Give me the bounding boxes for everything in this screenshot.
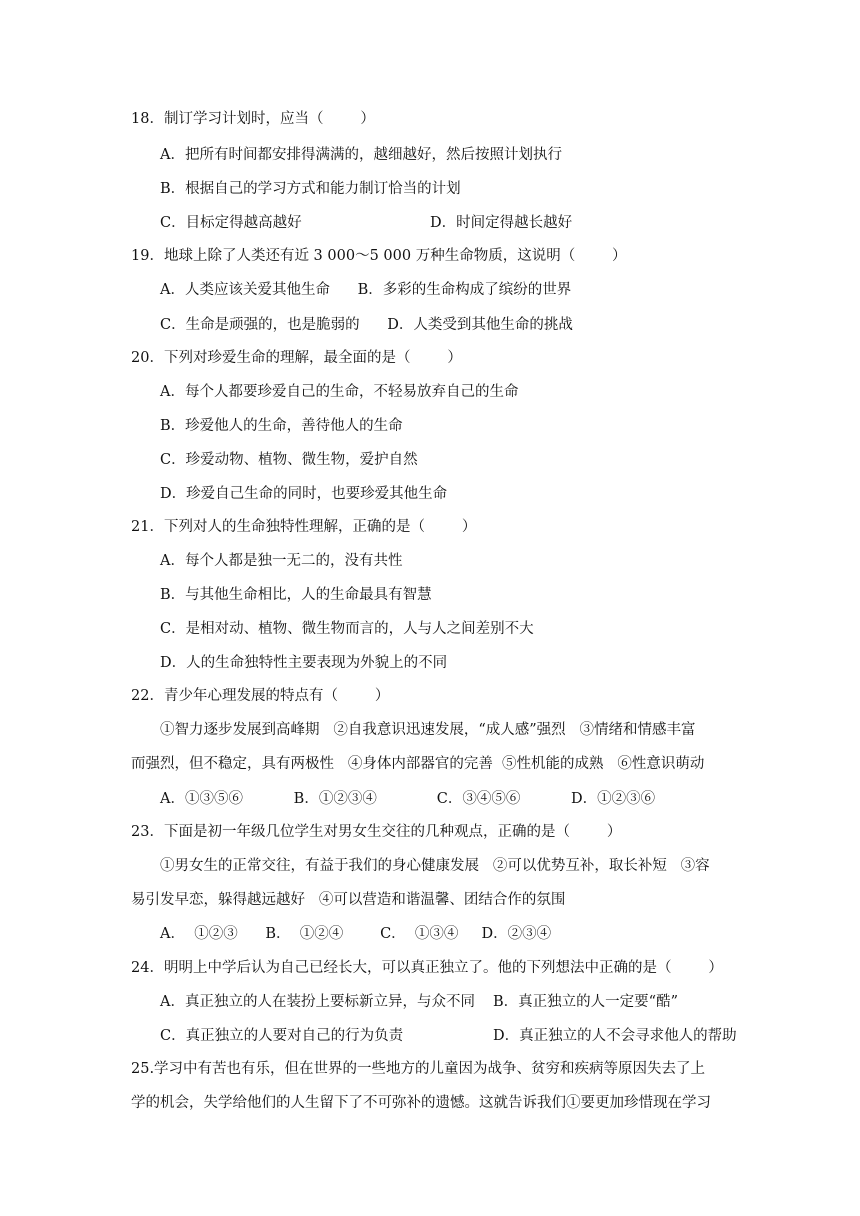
q19-options-cd: C．生命是顽强的，也是脆弱的 D．人类受到其他生命的挑战 bbox=[160, 317, 573, 333]
q21-option-a: A．每个人都是独一无二的，没有共性 bbox=[160, 553, 403, 569]
q19-options-ab: A．人类应该关爱其他生命 B．多彩的生命构成了缤纷的世界 bbox=[160, 282, 572, 298]
q25-stem-line2: 学的机会，失学给他们的人生留下了不可弥补的遗憾。这就告诉我们①要更加珍惜现在学习 bbox=[131, 1095, 711, 1111]
q22-statements-line2: 而强烈，但不稳定，具有两极性 ④身体内部器官的完善 ⑤性机能的成熟 ⑥性意识萌动 bbox=[131, 756, 705, 772]
q20-option-d: D．珍爱自己生命的同时，也要珍爱其他生命 bbox=[160, 486, 448, 502]
q23-statements-line2: 易引发早恋，躲得越远越好 ④可以营造和谐温馨、团结合作的氛围 bbox=[131, 892, 566, 908]
q22-options: A．①③⑤⑥ B．①②③④ C．③④⑤⑥ D．①②③⑥ bbox=[160, 791, 656, 807]
q21-option-d: D．人的生命独特性主要表现为外貌上的不同 bbox=[160, 655, 448, 671]
q23-statements-line1: ①男女生的正常交往，有益于我们的身心健康发展 ②可以优势互补，取长补短 ③容 bbox=[160, 858, 710, 874]
q25-stem-line1: 25.学习中有苦也有乐，但在世界的一些地方的儿童因为战争、贫穷和疾病等原因失去了上 bbox=[131, 1061, 706, 1077]
q20-option-b: B．珍爱他人的生命，善待他人的生命 bbox=[160, 418, 403, 434]
q20-option-c: C．珍爱动物、植物、微生物，爱护自然 bbox=[160, 452, 418, 468]
q24-option-c: C．真正独立的人要对自己的行为负责 bbox=[160, 1028, 404, 1044]
q21-stem: 21．下列对人的生命独特性理解，正确的是（ ） bbox=[131, 519, 477, 535]
q22-stem: 22．青少年心理发展的特点有（ ） bbox=[131, 688, 390, 704]
q24-option-d: D．真正独立的人不会寻求他人的帮助 bbox=[493, 1028, 737, 1044]
q19-stem: 19．地球上除了人类还有近 3 000～5 000 万种生命物质，这说明（ ） bbox=[131, 248, 627, 264]
q24-option-b: B．真正独立的人一定要“酷” bbox=[493, 994, 678, 1010]
q23-stem: 23．下面是初一年级几位学生对男女生交往的几种观点，正确的是（ ） bbox=[131, 824, 622, 840]
q24-stem: 24．明明上中学后认为自己已经长大，可以真正独立了。他的下列想法中正确的是（ ） bbox=[131, 960, 723, 976]
q20-option-a: A．每个人都要珍爱自己的生命，不轻易放弃自己的生命 bbox=[160, 384, 519, 400]
q18-option-a: A．把所有时间都安排得满满的，越细越好，然后按照计划执行 bbox=[160, 147, 562, 163]
q20-stem: 20．下列对珍爱生命的理解，最全面的是（ ） bbox=[131, 350, 462, 366]
q23-options: A． ①②③ B． ①②④ C． ①③④ D．②③④ bbox=[160, 926, 552, 942]
q24-option-a: A．真正独立的人在装扮上要标新立异，与众不同 bbox=[160, 994, 475, 1010]
q21-option-b: B．与其他生命相比，人的生命最具有智慧 bbox=[160, 587, 432, 603]
q18-option-b: B．根据自己的学习方式和能力制订恰当的计划 bbox=[160, 181, 461, 197]
q22-statements-line1: ①智力逐步发展到高峰期 ②自我意识迅速发展，“成人感”强烈 ③情绪和情感丰富 bbox=[160, 722, 696, 738]
q18-option-c: C．目标定得越高越好 bbox=[160, 215, 302, 231]
q18-stem: 18．制订学习计划时，应当（ ） bbox=[131, 111, 375, 127]
q21-option-c: C．是相对动、植物、微生物而言的，人与人之间差别不大 bbox=[160, 621, 534, 637]
q18-option-d: D．时间定得越长越好 bbox=[430, 215, 573, 231]
